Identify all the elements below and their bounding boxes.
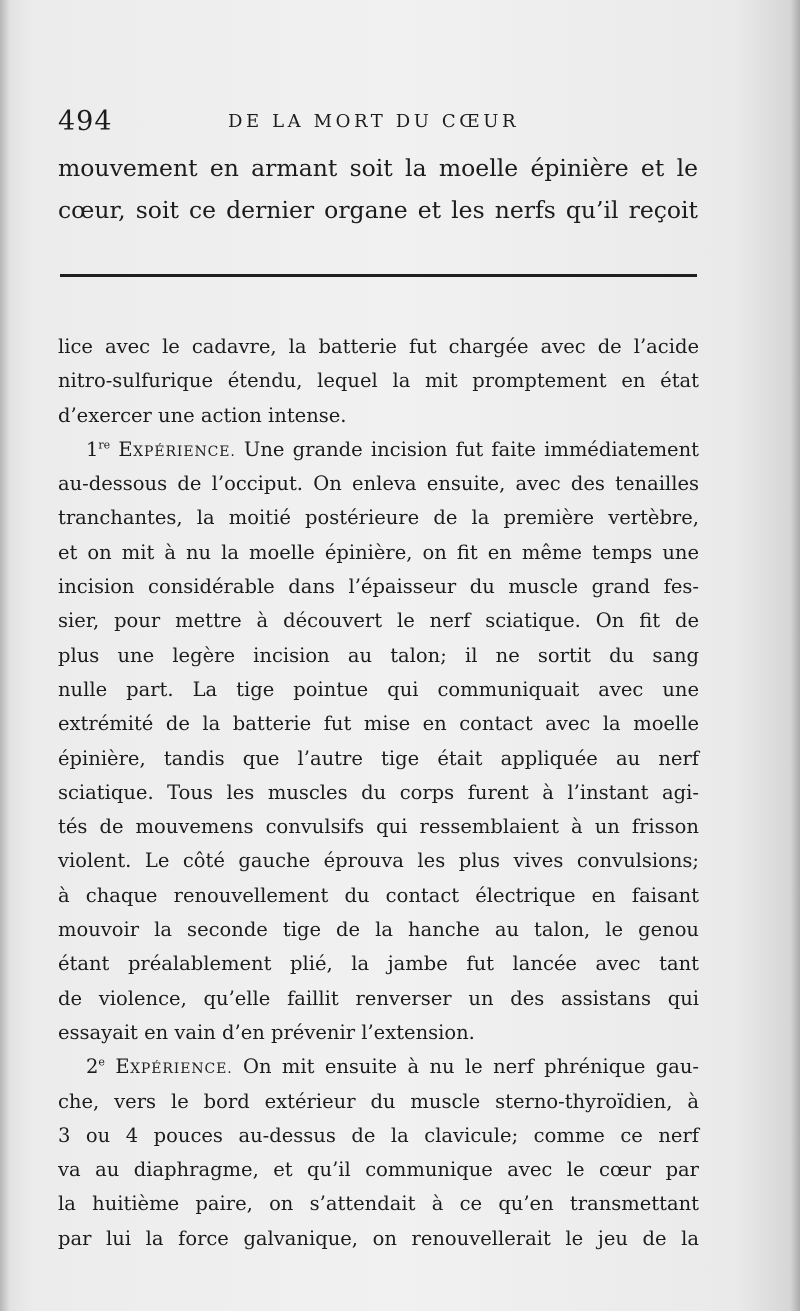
experience-2-first-line: On mit ensuite à nu le nerf phrénique gau- — [242, 1055, 699, 1079]
page-left-edge-shadow — [0, 0, 10, 1311]
continued-note-line: mouvement en armant soit la moelle épinière et le — [58, 154, 698, 182]
text-line: va au diaphragme, et qu’il communique avec le cœur par — [58, 1158, 699, 1182]
text-line: étant préalablement plié, la jambe fut lancée avec tant — [58, 952, 699, 976]
page-right-edge-shadow — [790, 0, 800, 1311]
text-line: d’exercer une action intense. — [58, 403, 347, 427]
running-head — [58, 104, 698, 140]
experience-1-first-line: Une grande incision fut faite immédiatement — [243, 437, 699, 461]
experience-2-label-initial: E — [115, 1055, 131, 1079]
text-line: nitro-sulfurique étendu, lequel la mit promptement en état — [58, 369, 699, 393]
continued-note-line: cœur, soit ce dernier organe et les nerfs qu’il reçoit — [58, 196, 698, 224]
text-line: à chaque renouvellement du contact électrique en faisant — [58, 883, 699, 907]
text-line: sciatique. Tous les muscles du corps furent à l’instant agi- — [58, 780, 699, 804]
text-line: plus une legère incision au talon; il ne sortit du sang — [58, 643, 699, 667]
text-line: 3 ou 4 pouces au-dessus de la clavicule; comme ce nerf — [58, 1123, 699, 1147]
experience-1-number: 1 — [86, 437, 99, 461]
text-line: mouvoir la seconde tige de la hanche au talon, le genou — [58, 918, 699, 942]
text-line: lice avec le cadavre, la batterie fut chargée avec de l’acide — [58, 335, 699, 358]
experience-2-number-suffix: e — [98, 1055, 105, 1069]
experience-2-number: 2 — [86, 1055, 99, 1079]
text-line: violent. Le côté gauche éprouva les plus vives convulsions; — [58, 849, 699, 873]
text-line: épinière, tandis que l’autre tige était appliquée au nerf — [58, 746, 699, 770]
experience-1-label-rest: XPÉRIENCE. — [133, 443, 236, 460]
experience-2-heading-line — [58, 1050, 699, 1084]
page-number: 494 — [58, 106, 113, 137]
experience-1-label — [118, 438, 235, 461]
text-line: et on mit à nu la moelle épinière, on fit en même temps une — [58, 540, 699, 564]
experience-1-heading-line — [58, 433, 699, 467]
running-title: DE LA MORT DU CŒUR — [228, 111, 520, 132]
experience-2-label-rest: XPÉRIENCE. — [130, 1061, 233, 1078]
experience-2-label — [115, 1055, 232, 1078]
text-line: sier, pour mettre à découvert le nerf sciatique. On fit de — [58, 609, 699, 633]
experience-1-label-initial: E — [118, 437, 134, 461]
text-line: incision considérable dans l’épaisseur du muscle grand fes- — [58, 575, 699, 599]
text-line: de violence, qu’elle faillit renverser un des assistans qui — [58, 986, 699, 1010]
text-line: par lui la force galvanique, on renouvellerait le jeu de la — [58, 1226, 699, 1250]
text-line: au-dessous de l’occiput. On enleva ensuite, avec des tenailles — [58, 472, 699, 496]
text-line: che, vers le bord extérieur du muscle sterno-thyroïdien, à — [58, 1089, 699, 1113]
text-line: nulle part. La tige pointue qui communiquait avec une — [58, 677, 699, 701]
experience-1-number-suffix: re — [98, 438, 111, 452]
text-line: tranchantes, la moitié postérieure de la première vertèbre, — [58, 506, 699, 530]
text-line: extrémité de la batterie fut mise en contact avec la moelle — [58, 712, 699, 736]
text-line: la huitième paire, on s’attendait à ce qu’en transmettant — [58, 1192, 699, 1216]
text-line: essayait en vain d’en prévenir l’extension. — [58, 1020, 475, 1044]
text-line: tés de mouvemens convulsifs qui ressemblaient à un frisson — [58, 815, 699, 839]
main-text — [58, 330, 699, 1256]
separator-rule — [60, 274, 697, 277]
